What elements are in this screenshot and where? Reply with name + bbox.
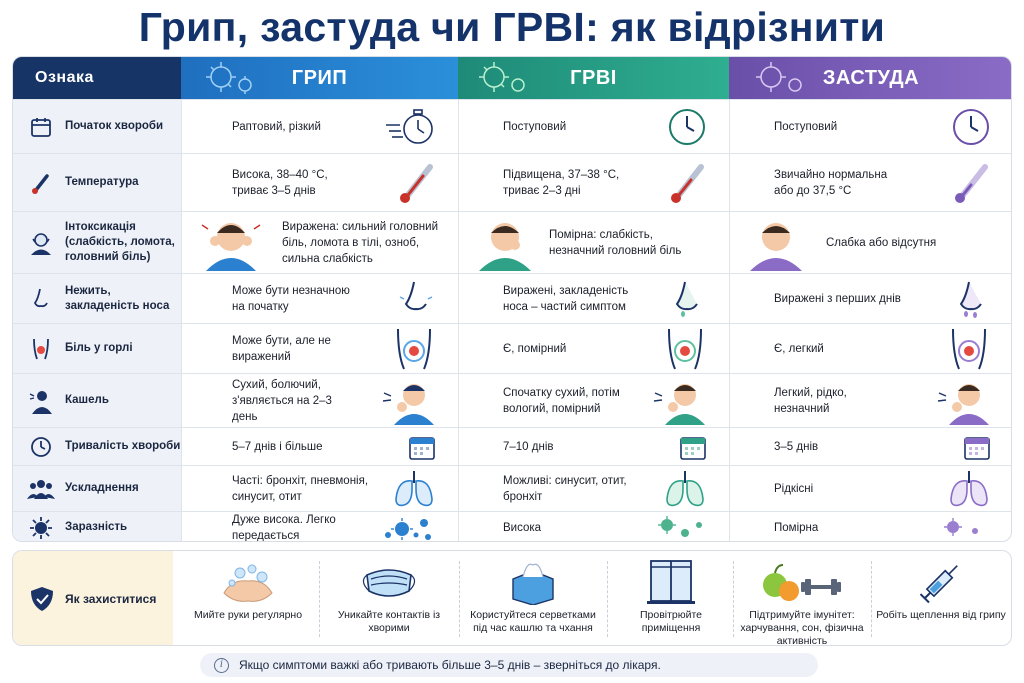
row-label: Тривалість хвороби xyxy=(65,440,181,452)
people-icon xyxy=(25,473,57,505)
header-cold xyxy=(729,57,1012,99)
nose-icon xyxy=(25,283,57,315)
page-title: Грип, застуда чи ГРВІ: як відрізнити xyxy=(138,4,886,50)
row-intoxication xyxy=(13,211,1012,273)
protect-item-text: Підтримуйте імунітет: харчування, сон, фізична активність xyxy=(740,609,864,646)
thermometer-icon xyxy=(951,161,991,205)
doctor-note-text: Якщо симптоми важкі або тривають більше 3–5 днів – зверніться до лікаря. xyxy=(239,658,661,672)
header-arvi xyxy=(458,57,729,99)
cell-arvi: Підвищена, 37–38 °C, триває 2–3 дні xyxy=(503,168,620,197)
tired-person-icon xyxy=(473,215,537,271)
thermometer-icon xyxy=(667,161,707,205)
protect-item-text: Мийте руки регулярно xyxy=(193,609,303,621)
cell-cold: Звичайно нормальна або до 37,5 °C xyxy=(774,168,888,197)
row-onset xyxy=(13,99,1012,153)
cell-flu: Сухий, болючий, з'являється на 2–3 день xyxy=(232,378,332,423)
cell-arvi: Спочатку сухий, потім вологий, помірний xyxy=(503,386,620,415)
coughing-person-icon xyxy=(935,377,991,425)
row-nose xyxy=(13,273,1012,323)
nose-icon xyxy=(667,279,707,319)
nose-icon xyxy=(396,279,436,319)
thermometer-icon xyxy=(396,161,436,205)
cell-arvi: Виражені, закладеність носа – частий симптом xyxy=(503,284,629,313)
cell-arvi: Можливі: синусит, отит, бронхіт xyxy=(503,474,627,503)
window-icon xyxy=(645,559,697,605)
throat-icon xyxy=(25,333,57,365)
header-flu-label: ГРИП xyxy=(291,67,348,89)
row-temperature xyxy=(13,153,1012,211)
clock-icon xyxy=(951,107,991,147)
nose-icon xyxy=(951,279,991,319)
cell-flu: 5–7 днів і більше xyxy=(232,440,323,453)
protect-item-handwash xyxy=(183,551,313,646)
fruit-dumbbell-icon xyxy=(759,559,845,605)
cell-flu: Виражена: сильний головний біль, ломота в тілі, озноб, сильна слабкість xyxy=(282,220,439,265)
cell-flu: Часті: бронхіт, пневмонія, синусит, отит xyxy=(232,474,369,503)
cell-cold: Виражені з перших днів xyxy=(774,292,901,305)
protect-item-window xyxy=(611,551,731,646)
stopwatch-icon xyxy=(384,107,436,147)
clock-icon xyxy=(25,431,57,463)
header-arvi-label: ГРВІ xyxy=(570,67,617,89)
protect-item-text: Уникайте контактів із хворими xyxy=(337,609,441,634)
row-duration xyxy=(13,427,1012,465)
coughing-person-icon xyxy=(651,377,707,425)
header-flu xyxy=(181,57,458,99)
calendar-icon xyxy=(963,433,991,461)
protect-item-immunity xyxy=(737,551,867,646)
cough-icon xyxy=(25,385,57,417)
coughing-person-icon xyxy=(380,377,436,425)
cell-flu: Може бути незначною на початку xyxy=(232,284,350,313)
calendar-icon xyxy=(408,433,436,461)
mask-icon xyxy=(359,559,419,605)
cell-cold: Помірна xyxy=(774,521,819,534)
cell-flu: Дуже висока. Легко передається xyxy=(232,513,336,542)
cell-flu: Висока, 38–40 °C, триває 3–5 днів xyxy=(232,168,328,197)
cell-cold: 3–5 днів xyxy=(774,440,819,453)
protect-item-tissues xyxy=(463,551,603,646)
row-complications xyxy=(13,465,1012,511)
row-label: Інтоксикація (слабкість, ломота, головний біль) xyxy=(65,221,175,263)
row-label: Нежить, закладеність носа xyxy=(65,284,170,312)
throat-icon xyxy=(392,327,436,371)
lungs-icon xyxy=(947,469,991,509)
row-cough xyxy=(13,373,1012,427)
tissues-icon xyxy=(505,559,561,605)
cell-cold: Слабка або відсутня xyxy=(826,236,937,249)
doctor-note xyxy=(200,653,818,677)
row-label: Біль у горлі xyxy=(65,342,133,354)
row-contagiousness xyxy=(13,511,1012,542)
cell-arvi: Висока xyxy=(503,521,542,534)
person-icon xyxy=(744,215,808,271)
protection-label: Як захиститися xyxy=(65,592,157,606)
row-throat xyxy=(13,323,1012,373)
header-feature-label: Ознака xyxy=(35,69,94,86)
calendar-icon xyxy=(25,111,57,143)
row-label: Заразність xyxy=(65,521,128,533)
lungs-icon xyxy=(663,469,707,509)
cell-cold: Рідкісні xyxy=(774,482,814,495)
header-cold-label: ЗАСТУДА xyxy=(822,67,920,89)
protect-item-text: Провітрюйте приміщення xyxy=(639,609,703,634)
protect-item-vaccine xyxy=(875,551,1007,646)
cell-cold: Поступовий xyxy=(774,120,838,133)
virus-cluster-icon xyxy=(380,513,436,543)
lungs-icon xyxy=(392,469,436,509)
clock-icon xyxy=(667,107,707,147)
protect-item-text: Користуйтеся серветками під час кашлю та чхання xyxy=(470,609,596,634)
cell-flu: Раптовий, різкий xyxy=(232,120,321,133)
virus-icon xyxy=(25,512,57,543)
row-label: Кашель xyxy=(65,394,109,406)
row-label: Ускладнення xyxy=(65,482,139,494)
cell-arvi: 7–10 днів xyxy=(503,440,554,453)
row-label: Початок хвороби xyxy=(65,120,164,132)
calendar-icon xyxy=(679,433,707,461)
syringe-icon xyxy=(916,559,966,605)
shield-icon xyxy=(29,585,55,613)
virus-cluster-icon xyxy=(935,513,991,543)
handwash-icon xyxy=(218,559,278,605)
cell-cold: Є, легкий xyxy=(774,342,824,355)
row-label: Температура xyxy=(65,176,139,188)
throat-icon xyxy=(663,327,707,371)
info-icon: i xyxy=(214,658,229,673)
header-feature xyxy=(13,57,181,99)
comparison-table xyxy=(12,56,1012,542)
protection-panel xyxy=(12,550,1012,646)
headache-icon xyxy=(25,227,57,259)
protect-item-mask xyxy=(323,551,455,646)
cell-arvi: Помірна: слабкість, незначний головний біль xyxy=(549,228,682,257)
thermometer-icon xyxy=(25,167,57,199)
cell-flu: Може бути, але не виражений xyxy=(232,334,331,363)
virus-cluster-icon xyxy=(651,513,707,543)
protect-item-text: Робіть щеплення від грипу xyxy=(876,609,1006,621)
throat-icon xyxy=(947,327,991,371)
cell-arvi: Поступовий xyxy=(503,120,567,133)
cell-cold: Легкий, рідко, незначний xyxy=(774,386,847,415)
cell-arvi: Є, помірний xyxy=(503,342,567,355)
sick-person-icon xyxy=(196,215,266,271)
